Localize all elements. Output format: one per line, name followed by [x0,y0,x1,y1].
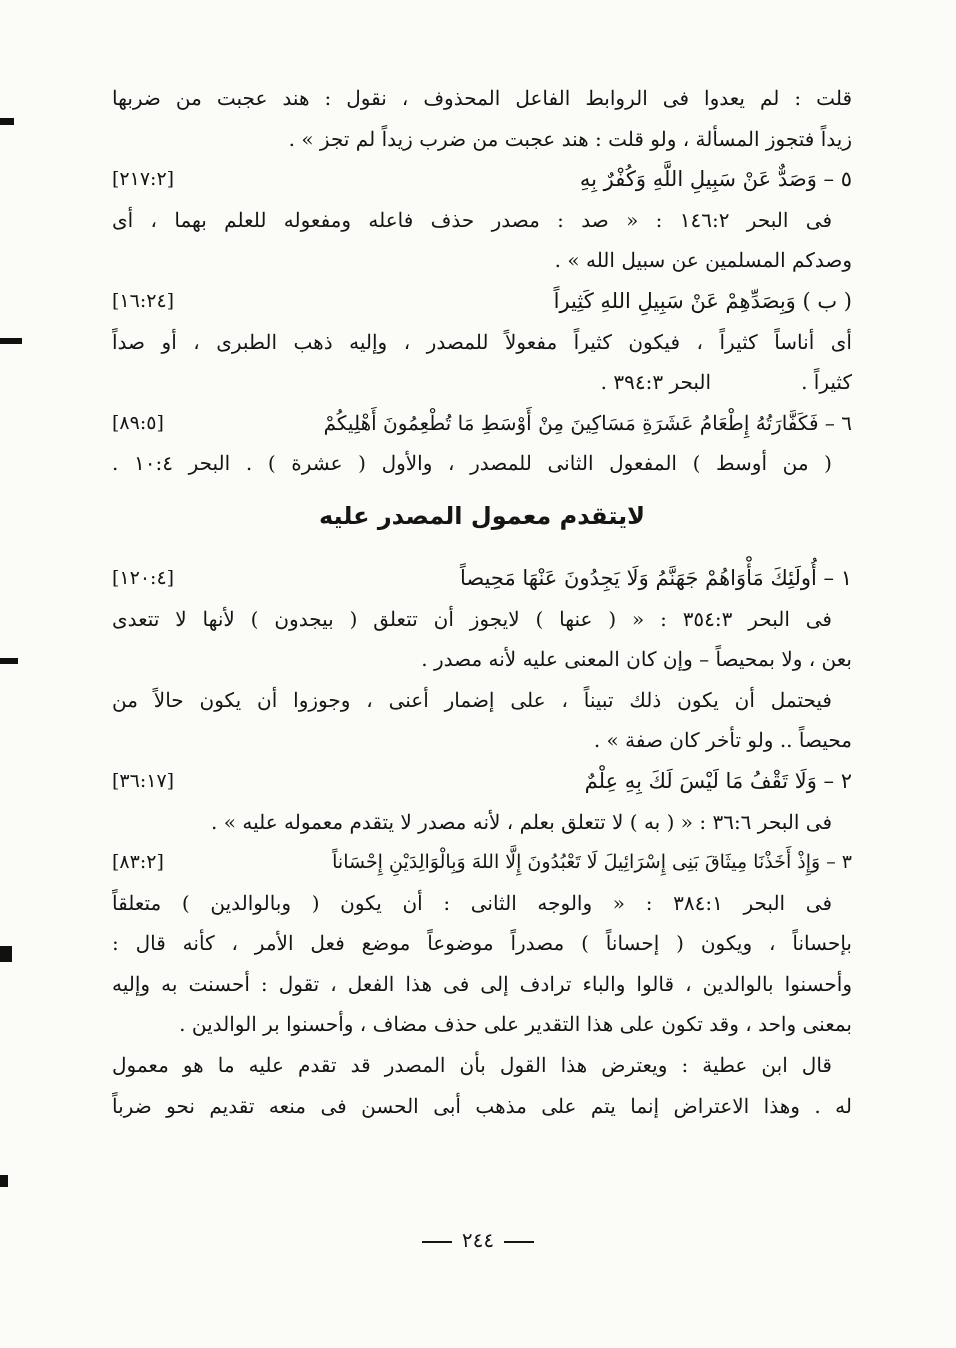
source-reference: البحر ٣٩٤:٣ . [600,370,712,395]
text-line: فى البحر ١٤٦:٢ : « صد : مصدر حذف فاعله ومفعوله للعلم بهما ، أى [112,207,832,232]
verse-reference: [٣٦:١٧] [112,770,175,793]
text-line: وصدكم المسلمين عن سبيل الله » . [554,248,852,273]
verse-text: ٥ – وَصَدٌّ عَنْ سَبِيلِ اللَّهِ وَكُفْرٌ بِهِ [579,167,852,192]
text-line: فى البحر ٣٦:٦ : « ( به ) لا تتعلق بعلم ، لأنه مصدر لا يتقدم معموله عليه » . [211,809,832,834]
verse-6 [112,403,852,444]
text-line: وأحسنوا بالوالدين ، قالوا والباء ترادف إلى فى هذا الفعل ، تقول : أحسنت به وإليه [112,971,852,996]
section-heading: لايتقدم معمول المصدر عليه [318,501,646,530]
verse-reference: [٨٣:٢] [112,851,164,874]
binding-mark-3 [0,658,18,664]
verse-b [112,281,852,322]
verse-reference: [١٢٠:٤] [112,567,175,590]
text-line-with-source [112,362,852,403]
text-line: محيصاً .. ولو تأخر كان صفة » . [593,728,852,753]
binding-mark-4 [0,946,12,962]
page-number-dash [504,1241,534,1243]
text-line: بعن ، ولا بمحيصاً – وإن كان المعنى عليه لأنه مصدر . [421,647,852,672]
verse-3 [112,842,852,883]
text-line: قلت : لم يعدوا فى الروابط الفاعل المحذوف ، نقول : هند عجبت من ضربها [112,86,852,110]
verse-2 [112,761,852,802]
binding-mark-5 [0,1175,8,1187]
text-line: فى البحر ٣٨٤:١ : « والوجه الثانى : أن يكون ( وبالوالدين ) متعلقاً [112,890,833,915]
text-line: بإحساناً ، ويكون ( إحساناً ) مصدراً موضوعاً موضع فعل الأمر ، كأنه قال : [112,931,852,956]
verse-5 [112,159,852,200]
page-number-dash [422,1241,452,1243]
verse-reference: [١٦:٢٤] [112,290,175,313]
text-line: أى أناساً كثيراً ، فيكون كثيراً مفعولاً للمصدر ، وإليه ذهب الطبرى ، أو صداً [112,329,852,354]
text-line: فيحتمل أن يكون ذلك تبيناً ، على إضمار أعنى ، وجوزوا أن يكون حالاً من [112,687,832,712]
text-line: بمعنى واحد ، وقد تكون على هذا التقدير على حذف مضاف ، وأحسنوا بر الوالدين . [179,1012,852,1037]
text-line: زيداً فتجوز المسألة ، ولو قلت : هند عجبت من ضرب زيداً لم تجز » . [288,126,852,151]
page-number [0,1228,956,1252]
verse-text: ٦ – فَكَفَّارَتُهُ إِطْعَامُ عَشَرَةِ مَسَاكِينَ مِنْ أَوْسَطِ مَا تُطْعِمُونَ أَهْلِيكُمْ [323,411,852,436]
verse-reference: [٢١٧:٢] [112,168,175,191]
verse-text: ٣ – وَإِذْ أَخَذْنَا مِيثَاقَ بَنِى إِسْرَائِيلَ لَا تَعْبُدُونَ إِلَّا اللهَ وَبِالْوَالِدَيْنِ إِحْسَاناً [332,851,852,874]
text-line: قال ابن عطية : ويعترض هذا القول بأن المصدر قد تقدم عليه ما هو معمول [112,1053,832,1078]
text-line: له . وهذا الاعتراض إنما يتم على مذهب أبى الحسن فى منعه تقديم نحو ضرباً [112,1093,852,1118]
text-line: فى البحر ٣٥٤:٣ : « ( عنها ) لايجوز أن تتعلق ( بيجدون ) لأنها لا تتعدى [112,606,832,631]
verse-1 [112,558,852,599]
binding-mark-1 [0,118,14,125]
verse-text: ( ب ) وَبِصَدِّهِمْ عَنْ سَبِيلِ اللهِ كَثِيراً [553,289,852,314]
verse-text: ١ – أُولَئِكَ مَأْوَاهُمْ جَهَنَّمُ وَلَا يَجِدُونَ عَنْهَا مَحِيصاً [459,566,852,591]
binding-mark-2 [0,338,22,344]
text-column [112,78,852,1126]
text-line: ( من أوسط ) المفعول الثانى للمصدر ، والأول ( عشرة ) . البحر ١٠:٤ . [112,451,832,476]
text-fragment: كثيراً . [801,370,852,395]
verse-text: ٢ – وَلَا تَقْفُ مَا لَيْسَ لَكَ بِهِ عِلْمٌ [584,769,852,794]
page-number-value: ٢٤٤ [461,1228,495,1252]
verse-reference: [٨٩:٥] [112,412,164,435]
